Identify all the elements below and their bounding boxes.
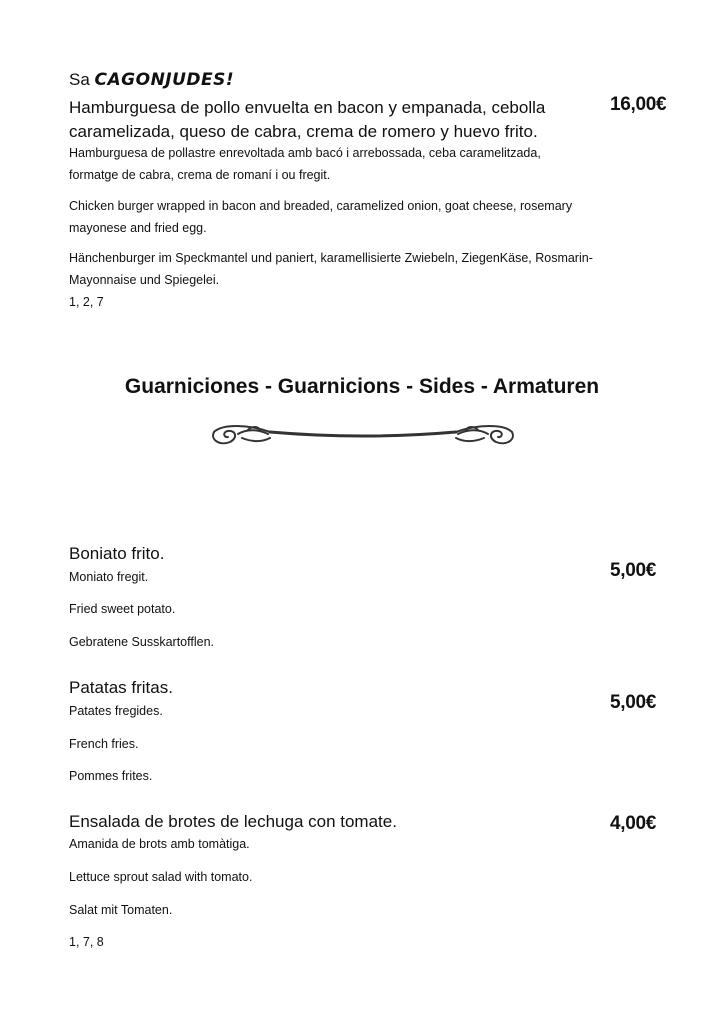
side-translation-en: French fries. (69, 737, 139, 751)
item-title (69, 70, 234, 90)
side-translation-ca: Moniato fregit. (69, 570, 149, 584)
item-description-en (69, 195, 572, 239)
side-translation-en: Fried sweet potato. (69, 602, 176, 616)
side-translation-de: Pommes frites. (69, 769, 153, 783)
desc-en-line: mayonese and fried egg. (69, 221, 207, 235)
brand-name: CAGONJUDES! (94, 70, 235, 90)
ornament-divider-icon (208, 418, 518, 455)
side-translation-en: Lettuce sprout salad with tomato. (69, 870, 253, 884)
item-description-de (69, 247, 593, 313)
allergens: 1, 7, 8 (69, 935, 104, 949)
allergens: 1, 2, 7 (69, 295, 104, 309)
side-price: 5,00€ (610, 692, 657, 713)
item-description-es (69, 96, 545, 144)
section-title: Guarniciones - Guarnicions - Sides - Armaturen (124, 375, 600, 398)
item-title-prefix: Sa (69, 70, 90, 89)
desc-es-line: caramelizada, queso de cabra, crema de romero y huevo frito. (69, 122, 538, 141)
item-price: 16,00€ (610, 94, 667, 115)
item-description-ca (69, 142, 541, 186)
side-translation-de: Salat mit Tomaten. (69, 903, 173, 917)
desc-de-line: Mayonnaise und Spiegelei. (69, 273, 220, 287)
side-translation-ca: Amanida de brots amb tomàtiga. (69, 837, 250, 851)
desc-en-line: Chicken burger wrapped in bacon and breaded, caramelized onion, goat cheese, rosemary (69, 199, 573, 213)
side-translation-de: Gebratene Susskartofflen. (69, 635, 214, 649)
side-name: Patatas fritas. (69, 678, 173, 697)
desc-de-line: Hänchenburger im Speckmantel und paniert, karamellisierte Zwiebeln, ZiegenKäse, Rosmarin- (69, 251, 593, 265)
side-price: 5,00€ (610, 560, 657, 581)
desc-es-line: Hamburguesa de pollo envuelta en bacon y empanada, cebolla (69, 98, 546, 117)
desc-ca-line: formatge de cabra, crema de romaní i ou fregit. (69, 168, 331, 182)
side-name: Boniato frito. (69, 544, 165, 563)
side-name: Ensalada de brotes de lechuga con tomate. (69, 812, 397, 831)
side-translation-ca: Patates fregides. (69, 704, 163, 718)
desc-ca-line: Hamburguesa de pollastre enrevoltada amb bacó i arrebossada, ceba caramelitzada, (69, 146, 541, 160)
side-price: 4,00€ (610, 813, 657, 834)
